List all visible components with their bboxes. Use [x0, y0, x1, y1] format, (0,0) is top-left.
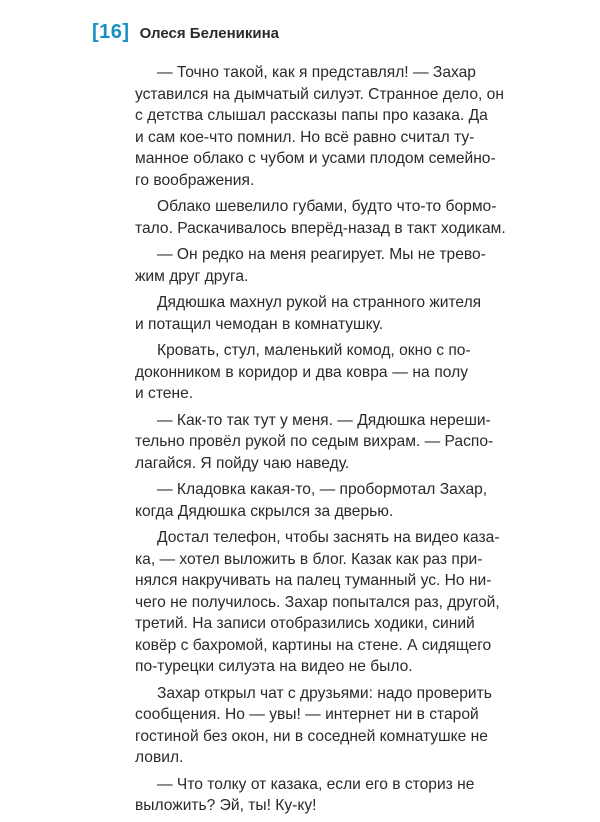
text-line: — Он редко на меня реагирует. Мы не трево- [157, 246, 486, 263]
text-line: — Как-то так тут у меня. — Дядюшка нереши- [157, 411, 491, 429]
text-line: — Точно такой, как я представлял! — Захар [157, 64, 476, 81]
text-line: Кровать, стул, маленький комод, окно с по- [157, 342, 471, 359]
text-line: ковёр с бахромой, картины на стене. А сидящего [135, 636, 492, 654]
text-line: чего не получилось. Захар попытался раз, другой, [135, 593, 500, 611]
text-line: тало. Раскачивалось вперёд-назад в такт ходикам. [135, 219, 506, 237]
text-line: нялся накручивать на палец туманный ус. Но ни- [135, 572, 492, 589]
text-line: манное облако с чубом и усами плодом семейно- [135, 150, 496, 167]
text-line: уставился на дымчатый силуэт. Странное дело, он [135, 85, 504, 103]
text-line: лагайся. Я пойду чаю наведу. [135, 454, 350, 472]
paragraph [135, 196, 506, 239]
paragraph [135, 62, 504, 191]
text-line: — Кладовка какая-то, — пробормотал Захар, [157, 481, 488, 498]
text-line: Захар открыл чат с друзьями: надо проверить [157, 684, 492, 702]
text-line: когда Дядюшка скрылся за дверью. [135, 502, 394, 520]
text-line: сообщения. Но — увы! — интернет ни в старой [135, 706, 479, 723]
paragraph [135, 683, 492, 769]
author-name: Олеся Беленикина [139, 25, 279, 42]
text-line: жим друг друга. [135, 267, 249, 285]
paragraph [135, 774, 475, 817]
paragraph [135, 410, 494, 475]
text-line: ка, — хотел выложить в блог. Казак как раз при- [135, 550, 483, 568]
text-line: гостиной без окон, ни в соседней комнатушке не [135, 727, 488, 745]
text-line: доконником в коридор и два ковра — на полу [135, 363, 468, 381]
paragraph [135, 244, 486, 287]
text-line: — Что толку от казака, если его в сториз не [157, 775, 475, 793]
text-line: и стене. [135, 385, 194, 402]
text-line: по-турецки силуэта на видео не было. [135, 658, 413, 675]
text-line: и потащил чемодан в комнатушку. [135, 315, 384, 333]
paragraph [135, 292, 482, 335]
running-header [92, 21, 279, 44]
text-line: выложить? Эй, ты! Ку-ку! [135, 797, 317, 814]
text-line: тельно провёл рукой по седым вихрам. — Распо- [135, 433, 494, 450]
paragraph [135, 340, 471, 405]
text-line: и сам кое-что помнил. Но всё равно считал ту- [135, 128, 475, 146]
text-line: Облако шевелило губами, будто что-то бормо- [157, 198, 497, 215]
text-line: Дядюшка махнул рукой на странного жителя [157, 294, 482, 311]
text-line: го воображения. [135, 171, 255, 189]
paragraph [135, 479, 488, 522]
text-line: с детства слышал рассказы папы про казака. Да [135, 107, 488, 124]
text-line: Достал телефон, чтобы заснять на видео каза- [157, 529, 500, 546]
body-text [135, 62, 506, 822]
text-line: третий. На записи отобразились ходики, синий [135, 615, 475, 632]
page-number: [16] [92, 21, 130, 43]
text-line: ловил. [135, 749, 184, 766]
paragraph [135, 527, 500, 678]
